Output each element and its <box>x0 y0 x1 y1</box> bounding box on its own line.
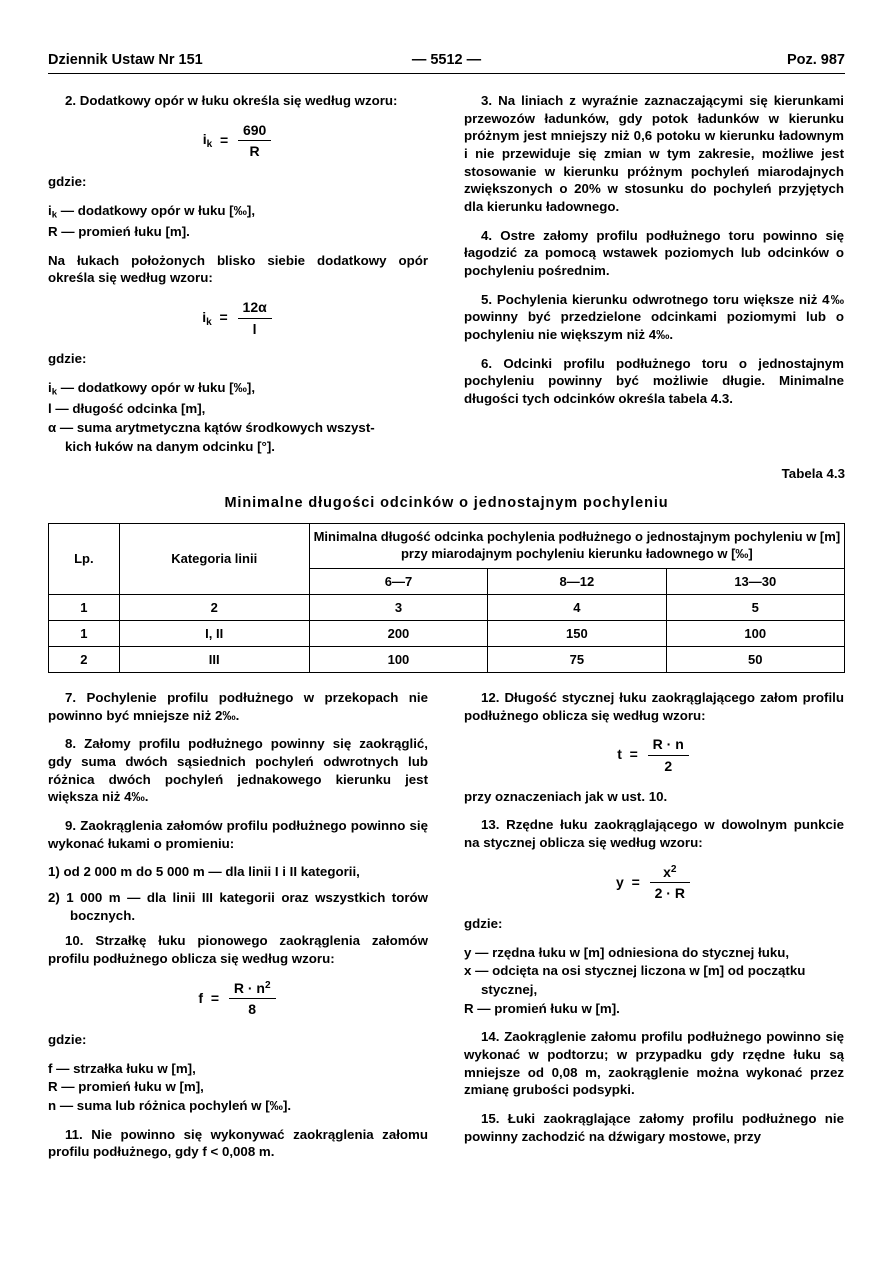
gdzie-label-3: gdzie: <box>48 1032 87 1048</box>
formula-ik-690-R: $i_k$ = $\frac{690}{R}$ <box>48 121 428 161</box>
table-row <box>49 595 845 621</box>
right-column-bottom <box>464 689 844 1172</box>
page-header <box>48 0 845 73</box>
cell: III <box>119 647 309 673</box>
cell: 2 <box>49 647 120 673</box>
gdzie-label-1: gdzie: <box>48 173 87 189</box>
definition-l: l — długość odcinka [m], <box>48 401 206 417</box>
paragraph-3: 3. Na liniach z wyraźnie zaznaczającymi się kierunkami przewozów ładunków, gdy potok ładunków w kierunku próżnym jest mniejszy niż 0,6 potoku w kierunku ładownym i nie przewiduje się zmian w tym zakresie, możliwe jest stosowanie w kierunku próżnym pochyleń miarodajnych zwiększonych o 20% w stosunku do pochyleń przyjętych dla kierunku ładownego. <box>464 93 844 215</box>
definition-ik-1-text: — dodatkowy opór w łuku [‰], <box>60 202 256 218</box>
definition-R-1: R — promień łuku [m]. <box>48 223 190 239</box>
definition-n: n — suma lub różnica pochyleń w [‰]. <box>48 1098 292 1114</box>
paragraph-12b: przy oznaczeniach jak w ust. 10. <box>464 788 668 804</box>
header-page-number: — 5512 — <box>411 52 482 68</box>
header-lp: Lp. <box>49 524 120 595</box>
header-right: Poz. 987 <box>786 52 845 68</box>
gdzie-label-2: gdzie: <box>48 351 87 367</box>
paragraph-2: 2. Dodatkowy opór w łuku określa się według wzoru: <box>65 93 398 108</box>
header-divider <box>48 73 845 74</box>
table-title: Minimalne długości odcinków o jednostajnym pochyleniu <box>224 495 669 512</box>
header-span: Minimalna długość odcinka pochylenia podłużnego o jednostajnym pochyleniu w [m] przy miarodajnym pochyleniu kierunku ładownego w [‰] <box>309 524 844 569</box>
definition-R-2: R — promień łuku w [m], <box>48 1079 204 1095</box>
header-range-1: 6—7 <box>309 569 487 595</box>
cell: 100 <box>666 621 844 647</box>
left-column-top <box>48 92 428 456</box>
definition-x: x — odcięta na osi stycznej liczona w [m] od początku <box>464 963 806 979</box>
table-minimalne-dlugosci <box>48 523 845 673</box>
table-row <box>49 621 845 647</box>
right-column-top <box>464 92 844 456</box>
paragraph-13: 13. Rzędne łuku zaokrąglającego w dowolnym punkcie na stycznej oblicza się według wzoru: <box>464 817 844 850</box>
paragraph-luki: Na łukach położonych blisko siebie dodatkowy opór określa się według wzoru: <box>48 252 428 286</box>
header-left: Dziennik Ustaw Nr 151 <box>48 52 203 68</box>
bottom-columns <box>48 689 845 1172</box>
list-item-1: 1) od 2 000 m do 5 000 m — dla linii I i II kategorii, <box>48 864 360 880</box>
cell: 50 <box>666 647 844 673</box>
formula-t-Rn-2: t = $\frac{R \cdot n}{2}$ <box>464 735 844 775</box>
formula-ik-12alpha-l: $i_k$ = $\frac{12\alpha}{l}$ <box>48 298 428 338</box>
definition-ik-1: $i_k$ — dodatkowy opór w łuku [‰], <box>48 202 256 221</box>
table-caption-number: Tabela 4.3 <box>781 466 845 482</box>
table-row <box>49 647 845 673</box>
table-head <box>49 524 845 595</box>
paragraph-15: 15. Łuki zaokrąglające załomy profilu podłużnego nie powinny zachodzić na dźwigary mostowe, przy <box>464 1110 844 1144</box>
definition-R-3: R — promień łuku w [m]. <box>464 1000 620 1016</box>
paragraph-14: 14. Zaokrąglenie załomu profilu podłużnego powinno się wykonać w podtorzu; w przypadku gdy rzędne łuku są mniejsze od 0,08 m, zaokrąglenie można wykonać przez zmianę grubości podsypki. <box>464 1029 844 1098</box>
cell: 1 <box>49 595 120 621</box>
table-body <box>49 595 845 673</box>
cell: 150 <box>488 621 666 647</box>
header-range-3: 13—30 <box>666 569 844 595</box>
cell: 5 <box>666 595 844 621</box>
cell: 100 <box>309 647 487 673</box>
definition-ik-2: $i_k$ — dodatkowy opór w łuku [‰], <box>48 379 256 398</box>
definition-y: y — rzędna łuku w [m] odniesiona do stycznej łuku, <box>464 944 790 960</box>
cell: 3 <box>309 595 487 621</box>
paragraph-11: 11. Nie powinno się wykonywać zaokrąglenia załomu profilu podłużnego, gdy f < 0,008 m. <box>48 1126 428 1160</box>
paragraph-8: 8. Załomy profilu podłużnego powinny się zaokrąglić, gdy suma dwóch sąsiednich pochyleń odwrotnych lub różnica dwóch pochyleń jednakowego kierunku jest większa niż 4‰. <box>48 736 428 805</box>
top-columns <box>48 92 845 456</box>
formula-f-Rn2-8: f = $\frac{R \cdot n^2}{8}$ <box>48 979 428 1019</box>
cell: 4 <box>488 595 666 621</box>
formula-y-x2-2R: y = $\frac{x^2}{2 \cdot R}$ <box>464 863 844 903</box>
cell: 1 <box>49 621 120 647</box>
list-item-2: 2) 1 000 m — dla linii III kategorii oraz wszystkich torów bocznych. <box>48 890 428 923</box>
paragraph-5: 5. Pochylenia kierunku odwrotnego toru większe niż 4‰ powinny być przedzielone odcinkami poziomymi lub o pochyleniu nie większym niż 4‰. <box>464 291 844 343</box>
paragraph-4: 4. Ostre załomy profilu podłużnego toru powinno się łagodzić za pomocą wstawek poziomych lub odcinków o pochyleniu pośrednim. <box>464 227 844 279</box>
definition-x-cont: stycznej, <box>481 981 538 997</box>
paragraph-7: 7. Pochylenie profilu podłużnego w przekopach nie powinno być mniejsze niż 2‰. <box>48 690 428 723</box>
cell: 75 <box>488 647 666 673</box>
paragraph-6: 6. Odcinki profilu podłużnego toru o jednostajnym pochyleniu powinny być możliwie długie. Minimalne długości tych odcinków określa tabela 4.3. <box>464 355 844 407</box>
definition-f: f — strzałka łuku w [m], <box>48 1060 196 1076</box>
header-kategoria: Kategoria linii <box>119 524 309 595</box>
table-head-row-1 <box>49 524 845 569</box>
paragraph-10: 10. Strzałkę łuku pionowego zaokrąglenia załomów profilu podłużnego oblicza się według wzoru: <box>48 933 428 967</box>
cell: 200 <box>309 621 487 647</box>
definition-alpha-cont: kich łuków na danym odcinku [°]. <box>65 438 275 454</box>
gdzie-label-4: gdzie: <box>464 915 503 931</box>
cell: I, II <box>119 621 309 647</box>
paragraph-12: 12. Długość stycznej łuku zaokrąglającego załom profilu podłużnego oblicza się według wzoru: <box>464 690 844 723</box>
paragraph-9: 9. Zaokrąglenia załomów profilu podłużnego powinno się wykonać łukami o promieniu: <box>48 818 428 851</box>
left-column-bottom <box>48 689 428 1172</box>
cell: 2 <box>119 595 309 621</box>
definition-alpha: α — suma arytmetyczna kątów środkowych wszyst- <box>48 419 375 435</box>
definition-ik-2-text: — dodatkowy opór w łuku [‰], <box>60 379 256 395</box>
header-range-2: 8—12 <box>488 569 666 595</box>
